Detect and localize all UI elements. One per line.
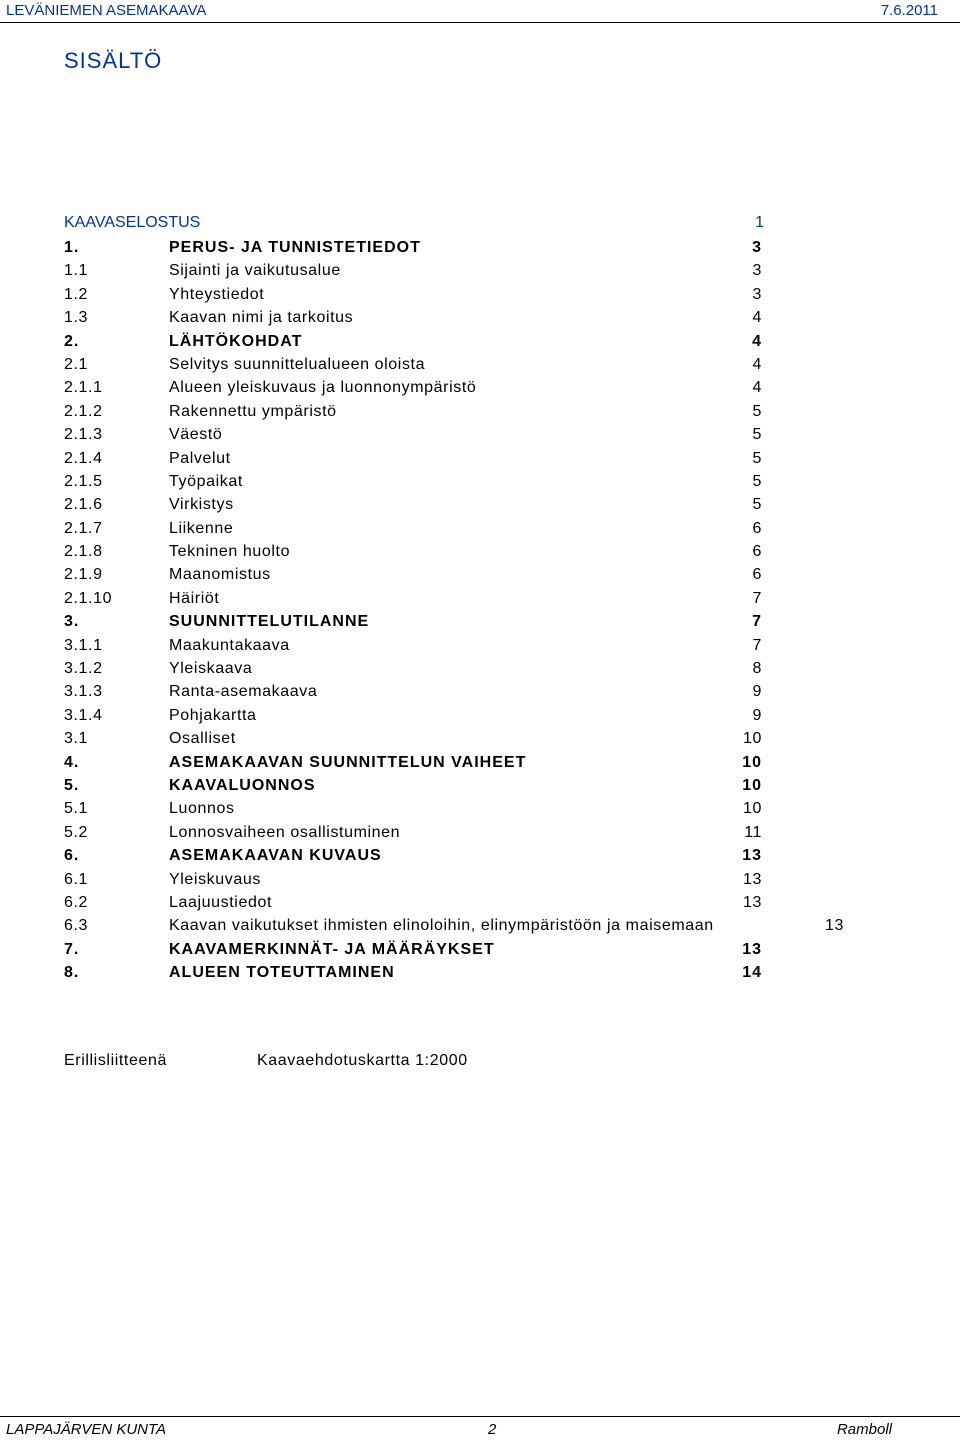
toc-title: Palvelut bbox=[169, 449, 231, 467]
footer-organization: LAPPAJÄRVEN KUNTA bbox=[6, 1421, 167, 1438]
toc-title: Yleiskuvaus bbox=[169, 870, 261, 888]
toc-title: Ranta-asemakaava bbox=[169, 683, 318, 701]
toc-page: 7 bbox=[752, 636, 762, 654]
toc-page: 5 bbox=[752, 472, 762, 490]
toc-title: Sijainti ja vaikutusalue bbox=[169, 262, 341, 280]
table-of-contents bbox=[64, 237, 844, 986]
toc-page: 13 bbox=[742, 940, 762, 958]
page-title: SISÄLTÖ bbox=[64, 48, 163, 73]
toc-entry[interactable] bbox=[64, 939, 844, 962]
toc-page: 10 bbox=[742, 753, 762, 771]
toc-entry[interactable] bbox=[64, 869, 844, 892]
toc-title: KAAVALUONNOS bbox=[169, 776, 316, 794]
toc-page: 10 bbox=[743, 730, 762, 748]
toc-page: 3 bbox=[752, 239, 762, 256]
toc-number: 3.1.4 bbox=[64, 706, 103, 724]
toc-page: 4 bbox=[752, 332, 762, 350]
toc-entry[interactable] bbox=[64, 471, 844, 494]
toc-number: 2.1.9 bbox=[64, 566, 103, 584]
toc-page: 6 bbox=[752, 543, 762, 561]
toc-number: 1.2 bbox=[64, 285, 89, 303]
toc-title: Väestö bbox=[169, 426, 223, 444]
toc-entry[interactable] bbox=[64, 448, 844, 471]
toc-entry[interactable] bbox=[64, 658, 844, 681]
toc-title: Laajuustiedot bbox=[169, 893, 272, 911]
toc-number: 4. bbox=[64, 753, 80, 771]
toc-number: 1.3 bbox=[64, 309, 89, 327]
toc-entry[interactable] bbox=[64, 892, 844, 915]
header-date: 7.6.2011 bbox=[880, 2, 938, 19]
toc-title: Osalliset bbox=[169, 730, 236, 748]
toc-page: 7 bbox=[752, 613, 762, 631]
toc-number: 2.1.2 bbox=[64, 402, 103, 420]
toc-title: Selvitys suunnittelualueen oloista bbox=[169, 355, 426, 373]
toc-entry[interactable] bbox=[64, 518, 844, 541]
toc-number: 2.1.1 bbox=[64, 379, 103, 397]
toc-number: 6. bbox=[64, 847, 80, 865]
toc-title: Maanomistus bbox=[169, 566, 271, 584]
toc-number: 1. bbox=[64, 239, 80, 256]
toc-page: 14 bbox=[742, 964, 762, 982]
toc-title: SUUNNITTELUTILANNE bbox=[169, 613, 370, 631]
toc-entry[interactable] bbox=[64, 915, 844, 938]
toc-number: 3.1.2 bbox=[64, 660, 103, 678]
toc-number: 3.1.1 bbox=[64, 636, 103, 654]
toc-entry[interactable] bbox=[64, 752, 844, 775]
toc-number: 5.2 bbox=[64, 823, 89, 841]
toc-entry[interactable] bbox=[64, 564, 844, 587]
appendix-label: Erillisliitteenä bbox=[64, 1052, 167, 1069]
footer-company: Ramboll bbox=[836, 1421, 892, 1438]
toc-entry[interactable] bbox=[64, 681, 844, 704]
toc-page: 10 bbox=[742, 776, 762, 794]
toc-page: 3 bbox=[752, 285, 762, 303]
toc-title: Kaavan nimi ja tarkoitus bbox=[169, 309, 354, 327]
footer-page-number: 2 bbox=[488, 1421, 497, 1438]
toc-number: 3. bbox=[64, 613, 80, 631]
toc-entry[interactable] bbox=[64, 845, 844, 868]
toc-number: 2.1.6 bbox=[64, 496, 103, 514]
toc-entry[interactable] bbox=[64, 284, 844, 307]
toc-entry[interactable] bbox=[64, 635, 844, 658]
toc-page: 13 bbox=[743, 870, 762, 888]
toc-number: 2.1.3 bbox=[64, 426, 103, 444]
toc-page: 10 bbox=[743, 800, 762, 818]
toc-page: 9 bbox=[752, 706, 762, 724]
page-header bbox=[0, 0, 960, 23]
toc-page: 5 bbox=[752, 496, 762, 514]
toc-entry[interactable] bbox=[64, 541, 844, 564]
toc-entry[interactable] bbox=[64, 705, 844, 728]
toc-number: 6.3 bbox=[64, 917, 89, 935]
toc-title: Yleiskaava bbox=[169, 660, 253, 678]
toc-first-title: KAAVASELOSTUS bbox=[64, 214, 201, 231]
toc-number: 2.1.5 bbox=[64, 472, 103, 490]
toc-page: 6 bbox=[752, 519, 762, 537]
toc-entry[interactable] bbox=[64, 237, 844, 260]
toc-title: Lonnosvaiheen osallistuminen bbox=[169, 823, 401, 841]
toc-page: 4 bbox=[752, 379, 762, 397]
toc-title: LÄHTÖKOHDAT bbox=[169, 332, 303, 350]
toc-title: Luonnos bbox=[169, 800, 235, 818]
toc-title: Kaavan vaikutukset ihmisten elinoloihin, elinympäristöön ja maisemaan bbox=[169, 917, 714, 935]
toc-entry[interactable] bbox=[64, 331, 844, 354]
toc-page: 13 bbox=[743, 893, 762, 911]
toc-entry[interactable] bbox=[64, 822, 844, 845]
toc-entry[interactable] bbox=[64, 728, 844, 751]
toc-page: 5 bbox=[752, 402, 762, 420]
toc-page: 13 bbox=[825, 917, 844, 935]
toc-title: Rakennettu ympäristö bbox=[169, 402, 337, 420]
toc-entry[interactable] bbox=[64, 962, 844, 985]
toc-number: 6.1 bbox=[64, 870, 89, 888]
toc-number: 1.1 bbox=[64, 262, 89, 280]
toc-entry[interactable] bbox=[64, 798, 844, 821]
header-title: LEVÄNIEMEN ASEMAKAAVA bbox=[6, 2, 207, 19]
toc-title: Pohjakartta bbox=[169, 706, 257, 724]
toc-number: 8. bbox=[64, 964, 80, 982]
toc-number: 5.1 bbox=[64, 800, 89, 818]
toc-number: 2.1.8 bbox=[64, 543, 103, 561]
toc-title: Tekninen huolto bbox=[169, 543, 291, 561]
toc-entry[interactable] bbox=[64, 588, 844, 611]
toc-page: 3 bbox=[752, 262, 762, 280]
toc-number: 7. bbox=[64, 940, 80, 958]
appendix-value: Kaavaehdotuskartta 1:2000 bbox=[257, 1052, 468, 1069]
toc-entry[interactable] bbox=[64, 401, 844, 424]
toc-page: 13 bbox=[742, 847, 762, 865]
toc-entry[interactable] bbox=[64, 307, 844, 330]
toc-first-page: 1 bbox=[755, 214, 764, 231]
toc-entry[interactable] bbox=[64, 611, 844, 634]
toc-number: 2.1.7 bbox=[64, 519, 103, 537]
toc-page: 8 bbox=[752, 660, 762, 678]
toc-page: 7 bbox=[752, 589, 762, 607]
toc-first-entry[interactable] bbox=[64, 214, 764, 236]
toc-title: PERUS- JA TUNNISTETIEDOT bbox=[169, 239, 421, 256]
toc-title: Työpaikat bbox=[169, 472, 243, 490]
toc-entry[interactable] bbox=[64, 377, 844, 400]
toc-number: 5. bbox=[64, 776, 80, 794]
toc-entry[interactable] bbox=[64, 494, 844, 517]
toc-title: ALUEEN TOTEUTTAMINEN bbox=[169, 964, 395, 982]
toc-entry[interactable] bbox=[64, 424, 844, 447]
toc-title: Virkistys bbox=[169, 496, 234, 514]
toc-entry[interactable] bbox=[64, 775, 844, 798]
toc-page: 4 bbox=[752, 309, 762, 327]
toc-title: Alueen yleiskuvaus ja luonnonympäristö bbox=[169, 379, 477, 397]
toc-number: 2.1.10 bbox=[64, 589, 113, 607]
toc-title: Häiriöt bbox=[169, 589, 220, 607]
toc-page: 6 bbox=[752, 566, 762, 584]
toc-title: ASEMAKAAVAN KUVAUS bbox=[169, 847, 382, 865]
toc-page: 11 bbox=[744, 823, 762, 841]
toc-entry[interactable] bbox=[64, 260, 844, 283]
toc-title: Maakuntakaava bbox=[169, 636, 290, 654]
toc-number: 3.1.3 bbox=[64, 683, 103, 701]
toc-page: 5 bbox=[752, 449, 762, 467]
toc-number: 2.1 bbox=[64, 355, 89, 373]
toc-title: ASEMAKAAVAN SUUNNITTELUN VAIHEET bbox=[169, 753, 527, 771]
toc-title: KAAVAMERKINNÄT- JA MÄÄRÄYKSET bbox=[169, 940, 495, 958]
toc-title: Liikenne bbox=[169, 519, 234, 537]
toc-number: 2. bbox=[64, 332, 80, 350]
toc-entry[interactable] bbox=[64, 354, 844, 377]
toc-title: Yhteystiedot bbox=[169, 285, 265, 303]
toc-page: 5 bbox=[752, 426, 762, 444]
page-footer bbox=[0, 1416, 960, 1441]
toc-page: 9 bbox=[752, 683, 762, 701]
toc-number: 2.1.4 bbox=[64, 449, 103, 467]
toc-number: 3.1 bbox=[64, 730, 89, 748]
toc-number: 6.2 bbox=[64, 893, 89, 911]
toc-page: 4 bbox=[752, 355, 762, 373]
